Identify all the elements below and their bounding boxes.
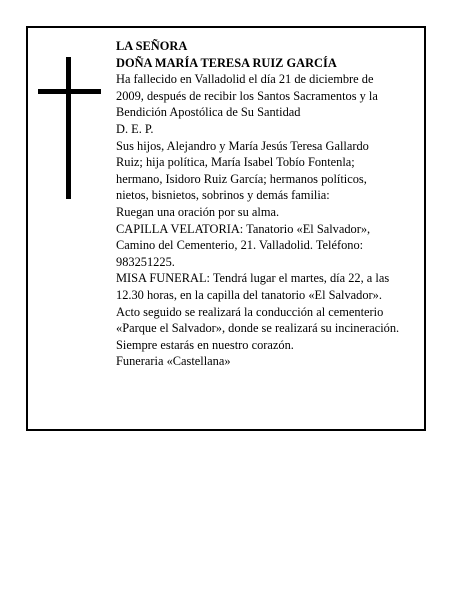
dep-line: D. E. P. xyxy=(116,121,154,136)
family-line-3: hermano, Isidoro Ruiz García; hermanos políticos, xyxy=(116,171,367,186)
family-line-4: nietos, bisnietos, sobrinos y demás familia: xyxy=(116,188,330,203)
cremation-line-1: Acto seguido se realizará la conducción al cementerio xyxy=(116,304,384,319)
cross-horizontal-bar xyxy=(38,89,101,94)
chapel-line-2: Camino del Cementerio, 21. Valladolid. Teléfono: xyxy=(116,238,364,253)
remembrance-line: Siempre estarás en nuestro corazón. xyxy=(116,337,294,352)
funeral-home-line: Funeraria «Castellana» xyxy=(116,354,231,369)
notice-text xyxy=(116,38,428,370)
prayer-request-line: Ruegan una oración por su alma. xyxy=(116,204,280,219)
chapel-phone-line: 983251225. xyxy=(116,254,175,269)
funeral-mass-line-1: MISA FUNERAL: Tendrá lugar el martes, día 22, a las xyxy=(116,271,390,286)
notice-title: LA SEÑORA xyxy=(116,39,188,53)
death-announcement-line-3: Bendición Apostólica de Su Santidad xyxy=(116,105,301,120)
cremation-line-2: «Parque el Salvador», donde se realizará su incineración. xyxy=(116,321,400,336)
chapel-line-1: CAPILLA VELATORIA: Tanatorio «El Salvador», xyxy=(116,221,371,236)
deceased-name: DOÑA MARÍA TERESA RUIZ GARCÍA xyxy=(116,55,337,70)
death-announcement-line-1: Ha fallecido en Valladolid el día 21 de diciembre de xyxy=(116,72,374,87)
cross-icon xyxy=(38,57,101,199)
family-line-2: Ruiz; hija política, María Isabel Tobío Fontenla; xyxy=(116,155,355,170)
obituary-notice xyxy=(26,26,426,431)
family-line-1: Sus hijos, Alejandro y María Jesús Teresa Gallardo xyxy=(116,138,369,153)
death-announcement-line-2: 2009, después de recibir los Santos Sacramentos y la xyxy=(116,88,378,103)
funeral-mass-line-2: 12.30 horas, en la capilla del tanatorio «El Salvador». xyxy=(116,287,382,302)
cross-vertical-bar xyxy=(66,57,71,199)
